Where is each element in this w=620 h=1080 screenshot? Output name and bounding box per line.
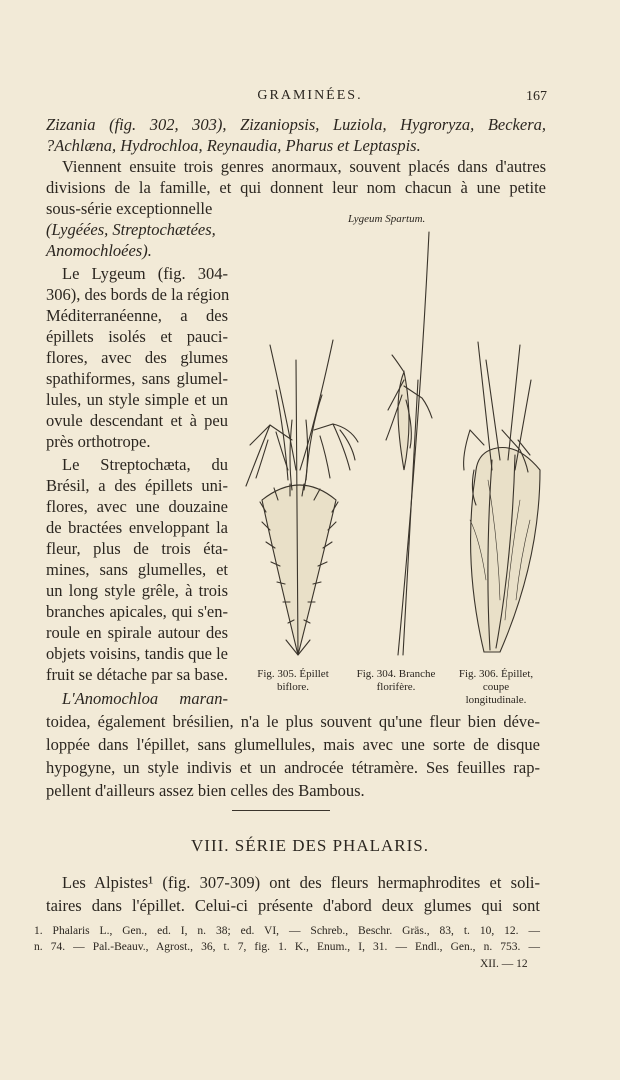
text-line: ovule descendant et à peu: [46, 411, 228, 430]
text-line: Anomochloées).: [46, 241, 152, 260]
fig-305-biflore-spikelet: [246, 340, 358, 655]
text-line: épillets isolés et pauci-: [46, 327, 228, 346]
text-line: ?Achlæna, Hydrochloa, Reynaudia, Pharus et Leptaspis.: [46, 136, 421, 155]
text-line: toidea, également brésilien, n'a le plus souvent qu'une fleur bien déve-: [46, 712, 540, 731]
text-line: Méditerranéenne, a des: [46, 306, 228, 325]
text-line: sous-série exceptionnelle: [46, 199, 213, 218]
section-heading: VIII. SÉRIE DES PHALARIS.: [191, 836, 429, 855]
text-line: roule en spirale autour des: [46, 623, 228, 642]
text-line: hypogyne, un style indivis et un androcée tétramère. Ses feuilles rap-: [46, 758, 540, 777]
text-line: un long style grêle, à trois: [46, 581, 228, 600]
text-line: près orthotrope.: [46, 432, 151, 451]
figure-caption: Fig. 304. Branche florifère.: [356, 668, 436, 693]
footnote-line: 1. Phalaris L., Gen., ed. I, n. 38; ed. VI, — Schreb., Beschr. Gräs., 83, t. 10, 12. —: [34, 925, 540, 937]
figure-caption: Fig. 306. Épillet, coupe longitudinale.: [458, 668, 534, 706]
text-line: 306), des bords de la région: [46, 285, 230, 304]
text-line: Viennent ensuite trois genres anormaux, souvent placés dans d'autres: [62, 157, 546, 176]
text-line: pellent d'ailleurs assez bien celles des Bambous.: [46, 781, 365, 800]
text-line: taires dans l'épillet. Celui-ci présente d'abord deux glumes qui sont: [46, 896, 540, 915]
text-line: L'Anomochloa maran-: [62, 689, 228, 708]
figure-caption: Fig. 305. Épillet biflore.: [257, 668, 329, 693]
text-line: (Lygéées, Streptochætées,: [46, 220, 216, 239]
text-line: branches apicales, qui s'en-: [46, 602, 228, 621]
signature-mark: XII. — 12: [480, 958, 528, 970]
text-line: lules, un style simple et un: [46, 390, 228, 409]
text-line: flores, avec une douzaine: [46, 497, 228, 516]
text-line: objets voisins, tandis que le: [46, 644, 228, 663]
text-line: divisions de la famille, et qui donnent leur nom chacun à une petite: [46, 178, 546, 197]
footnote-line: n. 74. — Pal.-Beauv., Agrost., 36, t. 7, fig. 1. K., Enum., I, 31. — Endl., Gen., n. 753. —: [34, 941, 540, 953]
section-divider: [232, 810, 330, 811]
text-line: fruit se détache par sa base.: [46, 665, 228, 684]
text-line: fleur, plus de trois éta-: [46, 539, 228, 558]
text-line: Le Streptochæta, du: [62, 455, 228, 474]
fig-304-flowering-branch: [386, 232, 432, 655]
running-head: GRAMINÉES.: [257, 88, 363, 103]
fig-306-longitudinal-section: [464, 342, 540, 652]
page-number: 167: [526, 89, 547, 104]
text-line: de bractées enveloppant la: [46, 518, 228, 537]
text-line: flores, avec des glumes: [46, 348, 228, 367]
text-line: Brésil, a des épillets uni-: [46, 476, 228, 495]
text-line: Le Lygeum (fig. 304-: [62, 264, 228, 283]
text-line: Zizania (fig. 302, 303), Zizaniopsis, Luziola, Hygroryza, Beckera,: [46, 115, 546, 134]
text-line: spathiformes, sans glumel-: [46, 369, 228, 388]
text-line: Les Alpistes¹ (fig. 307-309) ont des fleurs hermaphrodites et soli-: [62, 873, 540, 892]
text-line: loppée dans l'épillet, sans glumellules, mais avec une sorte de disque: [46, 735, 540, 754]
text-line: mines, sans glumelles, et: [46, 560, 228, 579]
figure-title: Lygeum Spartum.: [348, 213, 426, 225]
